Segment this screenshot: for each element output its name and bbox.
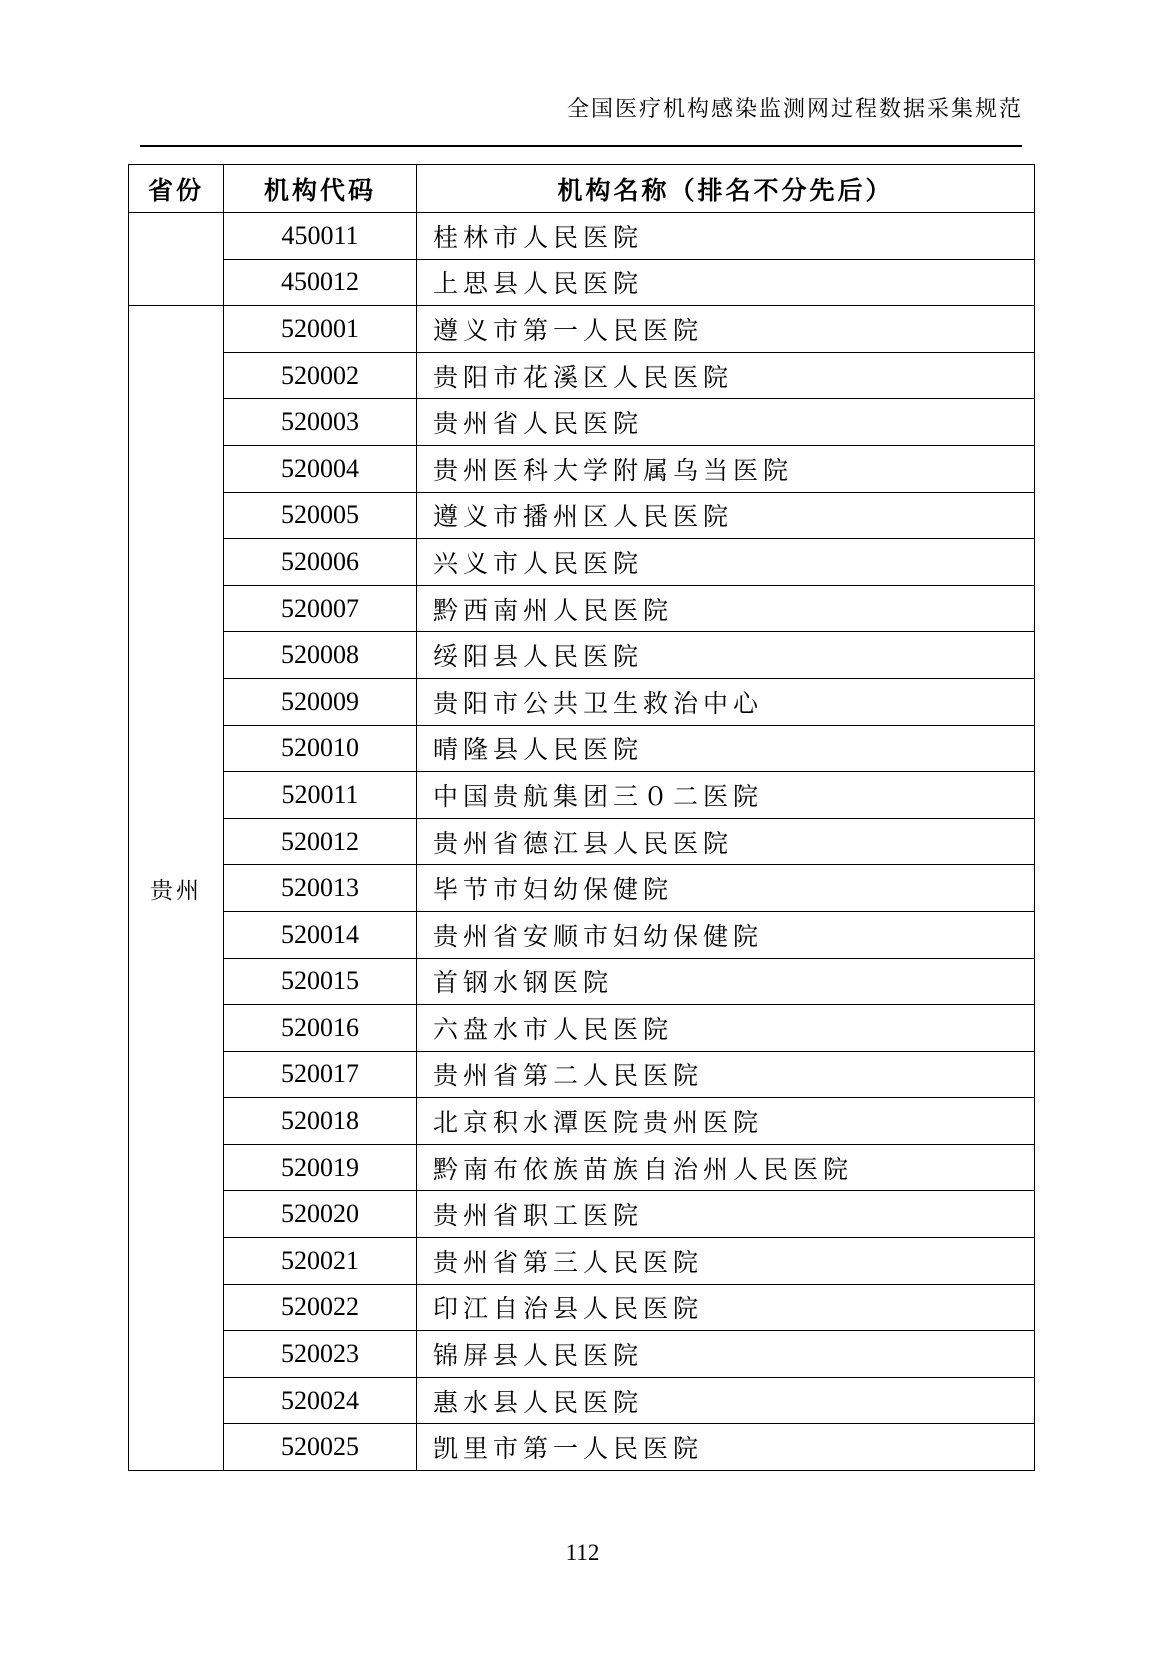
institution-code-cell: 520004	[224, 445, 417, 492]
table-row	[129, 306, 1035, 353]
institution-code-cell: 520013	[224, 865, 417, 912]
table-row	[129, 772, 1035, 819]
table-row	[129, 1424, 1035, 1471]
table-row	[129, 585, 1035, 632]
running-header-title: 全国医疗机构感染监测网过程数据采集规范	[566, 97, 1023, 122]
institution-name-cell: 贵州省第二人民医院	[417, 1051, 1035, 1098]
institution-name-cell: 惠水县人民医院	[417, 1377, 1035, 1424]
institution-name-cell: 贵州省第三人民医院	[417, 1238, 1035, 1285]
table-row	[129, 1284, 1035, 1331]
institution-name-cell: 北京积水潭医院贵州医院	[417, 1098, 1035, 1145]
table-row	[129, 492, 1035, 539]
institution-code-cell: 520001	[224, 306, 417, 353]
institution-name-cell: 黔西南州人民医院	[417, 585, 1035, 632]
institution-code-cell: 520021	[224, 1238, 417, 1285]
institution-code-cell: 450012	[224, 259, 417, 306]
institution-code-cell: 520016	[224, 1005, 417, 1052]
table-row	[129, 725, 1035, 772]
institution-name-cell: 凯里市第一人民医院	[417, 1424, 1035, 1471]
institution-name-cell: 印江自治县人民医院	[417, 1284, 1035, 1331]
institution-code-cell: 520022	[224, 1284, 417, 1331]
institution-code-cell: 520010	[224, 725, 417, 772]
institution-code-cell: 520017	[224, 1051, 417, 1098]
table-body	[129, 213, 1035, 1471]
institution-name-cell: 中国贵航集团三０二医院	[417, 772, 1035, 819]
institution-code-cell: 520019	[224, 1144, 417, 1191]
table-row	[129, 213, 1035, 260]
table-row	[129, 1331, 1035, 1378]
column-header-province: 省份	[129, 165, 224, 213]
institution-name-cell: 贵州省安顺市妇幼保健院	[417, 911, 1035, 958]
institution-code-cell: 520018	[224, 1098, 417, 1145]
institution-name-cell: 贵阳市花溪区人民医院	[417, 352, 1035, 399]
table-row	[129, 445, 1035, 492]
table-row	[129, 1144, 1035, 1191]
institution-code-cell: 520025	[224, 1424, 417, 1471]
table-row	[129, 259, 1035, 306]
institution-code-cell: 520009	[224, 678, 417, 725]
institution-name-cell: 遵义市播州区人民医院	[417, 492, 1035, 539]
institution-code-cell: 520023	[224, 1331, 417, 1378]
table-row	[129, 1051, 1035, 1098]
page-number: 112	[565, 1540, 600, 1565]
column-header-code: 机构代码	[224, 165, 417, 213]
table-row	[129, 911, 1035, 958]
institution-code-cell: 520005	[224, 492, 417, 539]
table-row	[129, 1238, 1035, 1285]
table-row	[129, 1005, 1035, 1052]
institution-code-cell: 520020	[224, 1191, 417, 1238]
table-row	[129, 818, 1035, 865]
column-header-name: 机构名称（排名不分先后）	[417, 165, 1035, 213]
institution-code-cell: 520006	[224, 539, 417, 586]
institution-name-cell: 贵州省德江县人民医院	[417, 818, 1035, 865]
institution-table	[128, 164, 1035, 1471]
institution-name-cell: 黔南布依族苗族自治州人民医院	[417, 1144, 1035, 1191]
institution-code-cell: 520002	[224, 352, 417, 399]
institution-code-cell: 520011	[224, 772, 417, 819]
institution-name-cell: 桂林市人民医院	[417, 213, 1035, 260]
table-header-row	[129, 165, 1035, 213]
institution-name-cell: 锦屏县人民医院	[417, 1331, 1035, 1378]
institution-name-cell: 遵义市第一人民医院	[417, 306, 1035, 353]
institution-name-cell: 六盘水市人民医院	[417, 1005, 1035, 1052]
institution-code-cell: 520007	[224, 585, 417, 632]
institution-code-cell: 520014	[224, 911, 417, 958]
institution-code-cell: 520008	[224, 632, 417, 679]
table-row	[129, 632, 1035, 679]
table-row	[129, 352, 1035, 399]
table-row	[129, 1191, 1035, 1238]
province-cell: 贵州	[129, 306, 224, 1471]
institution-name-cell: 绥阳县人民医院	[417, 632, 1035, 679]
table-row	[129, 1098, 1035, 1145]
institution-name-cell: 贵州省职工医院	[417, 1191, 1035, 1238]
institution-name-cell: 首钢水钢医院	[417, 958, 1035, 1005]
institution-code-cell: 450011	[224, 213, 417, 260]
table-row	[129, 865, 1035, 912]
institution-name-cell: 贵州医科大学附属乌当医院	[417, 445, 1035, 492]
institution-name-cell: 贵州省人民医院	[417, 399, 1035, 446]
institution-name-cell: 贵阳市公共卫生救治中心	[417, 678, 1035, 725]
province-cell	[129, 213, 224, 306]
institution-code-cell: 520024	[224, 1377, 417, 1424]
table-row	[129, 399, 1035, 446]
table-row	[129, 958, 1035, 1005]
table-row	[129, 678, 1035, 725]
institution-name-cell: 毕节市妇幼保健院	[417, 865, 1035, 912]
table-row	[129, 539, 1035, 586]
table-row	[129, 1377, 1035, 1424]
institution-code-cell: 520015	[224, 958, 417, 1005]
institution-name-cell: 晴隆县人民医院	[417, 725, 1035, 772]
institution-name-cell: 兴义市人民医院	[417, 539, 1035, 586]
header-rule	[140, 145, 1022, 147]
institution-code-cell: 520003	[224, 399, 417, 446]
institution-code-cell: 520012	[224, 818, 417, 865]
institution-name-cell: 上思县人民医院	[417, 259, 1035, 306]
